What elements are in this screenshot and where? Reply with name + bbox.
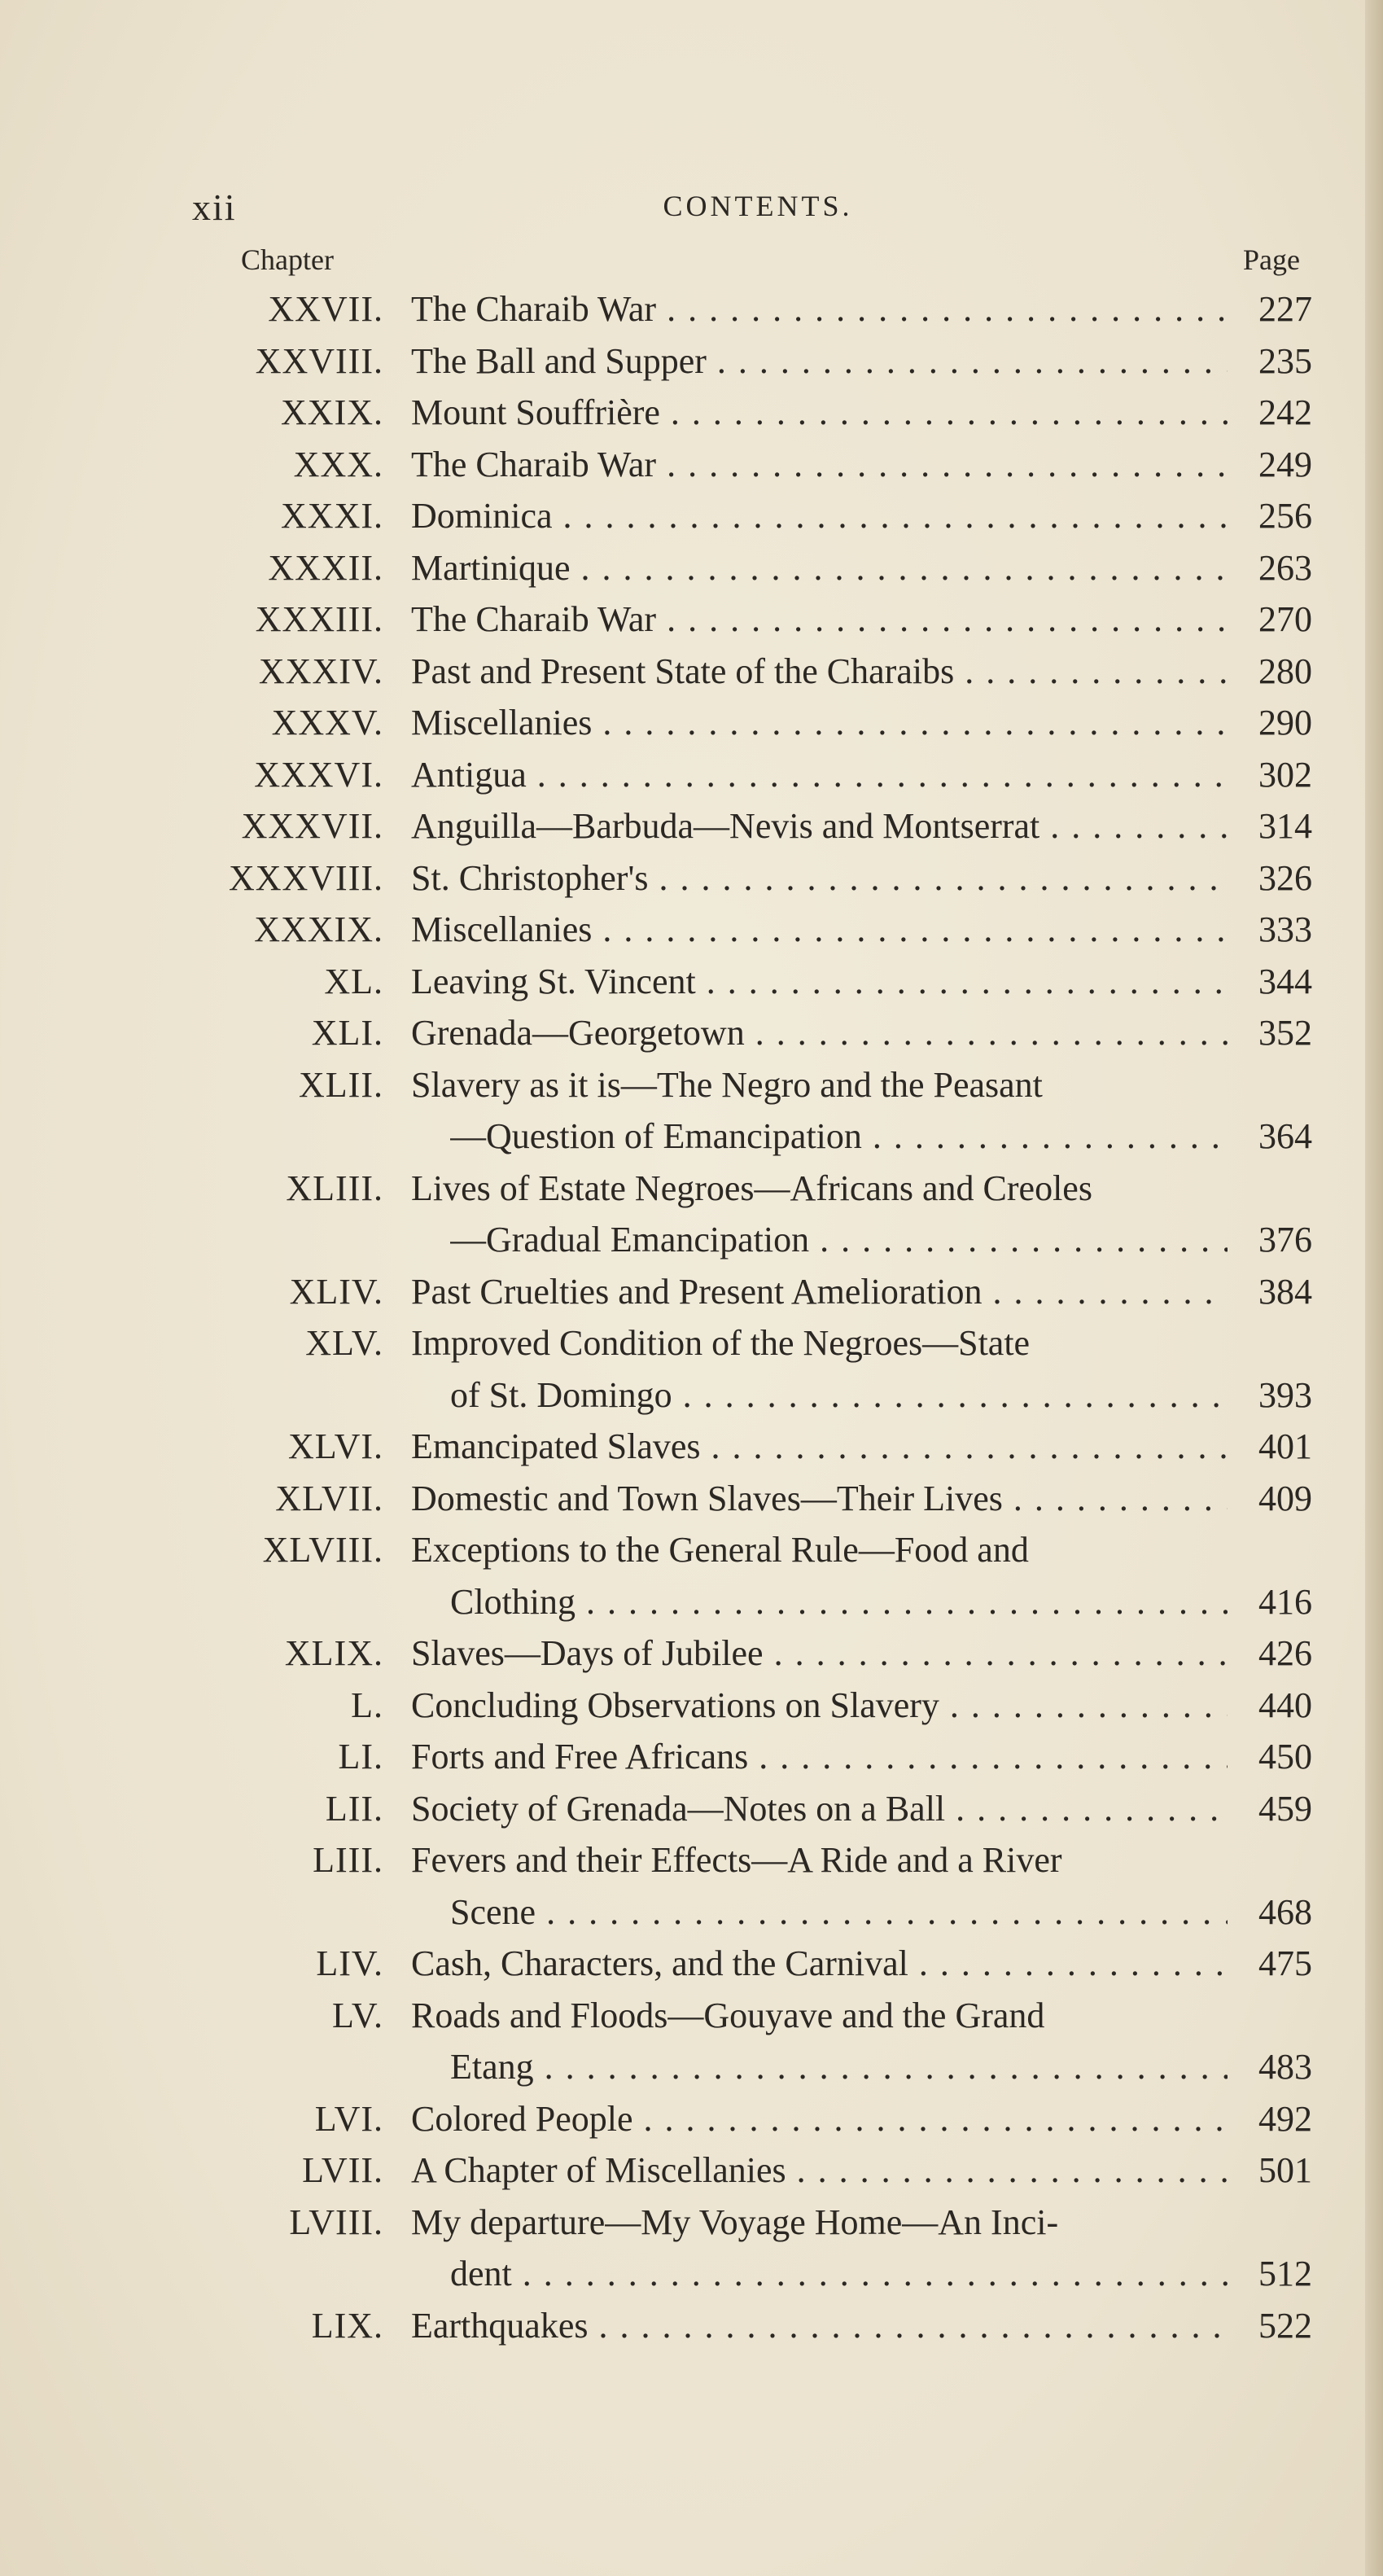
- chapter-number: XXVII.: [268, 289, 383, 329]
- chapter-title: Colored People . . .: [411, 2093, 1228, 2145]
- chapter-number: LVI.: [314, 2098, 383, 2139]
- page-reference: 326: [1258, 857, 1312, 898]
- chapter-title: Society of Grenada—Notes on a Ball . . .: [411, 1783, 1228, 1835]
- page-reference: 280: [1258, 651, 1312, 691]
- toc-entry: [0, 387, 1383, 439]
- chapter-number: XLIX.: [284, 1633, 383, 1673]
- chapter-title: The Charaib War . . .: [411, 283, 1228, 335]
- chapter-number: LIX.: [311, 2305, 383, 2346]
- chapter-title: The Charaib War . . .: [411, 439, 1228, 491]
- chapter-number: XLVII.: [275, 1478, 383, 1518]
- page-reference: 401: [1258, 1426, 1312, 1466]
- toc-entry: [0, 1163, 1383, 1266]
- chapter-number: XXXV.: [271, 703, 383, 743]
- running-head: [192, 186, 1324, 234]
- chapter-number: XXX.: [293, 444, 383, 484]
- toc-line: [0, 1938, 1383, 1990]
- chapter-number: XLII.: [299, 1064, 383, 1105]
- toc-entry: [0, 1834, 1383, 1938]
- toc-line: [0, 1524, 1383, 1576]
- toc-entry: [0, 542, 1383, 594]
- toc-line: [0, 1317, 1383, 1369]
- chapter-title: —Question of Emancipation . . .: [450, 1111, 1228, 1163]
- toc-entry: [0, 335, 1383, 388]
- page-reference: 256: [1258, 496, 1312, 536]
- chapter-title: Exceptions to the General Rule—Food and: [411, 1530, 1029, 1570]
- chapter-number: XLI.: [311, 1013, 383, 1053]
- toc-entry: [0, 749, 1383, 801]
- chapter-title: A Chapter of Miscellanies . . .: [411, 2144, 1228, 2197]
- chapter-title: Concluding Observations on Slavery . . .: [411, 1680, 1228, 1732]
- contents-list: [0, 283, 1383, 2351]
- toc-entry: [0, 1990, 1383, 2093]
- toc-line: [0, 1369, 1383, 1422]
- toc-line: [0, 1473, 1383, 1525]
- toc-line: [0, 1266, 1383, 1318]
- chapter-title: My departure—My Voyage Home—An Inci-: [411, 2201, 1059, 2242]
- toc-entry: [0, 283, 1383, 335]
- toc-line: [0, 2197, 1383, 2249]
- toc-line: [0, 594, 1383, 646]
- page-reference: 235: [1258, 340, 1312, 381]
- chapter-title: Past Cruelties and Present Amelioration . . .: [411, 1266, 1228, 1318]
- chapter-title: Lives of Estate Negroes—Africans and Creoles: [411, 1168, 1092, 1208]
- page-reference: 450: [1258, 1737, 1312, 1776]
- chapter-number: XLIV.: [289, 1271, 383, 1312]
- toc-line: [0, 2093, 1383, 2145]
- toc-line: [0, 2248, 1383, 2300]
- chapter-number: XXXI.: [281, 496, 383, 536]
- chapter-column-heading: Chapter: [241, 243, 334, 276]
- chapter-title: Antigua . . .: [411, 749, 1228, 801]
- chapter-title: Anguilla—Barbuda—Nevis and Montserrat . . .: [411, 800, 1228, 852]
- toc-entry: [0, 1473, 1383, 1525]
- page-reference: 364: [1258, 1116, 1312, 1156]
- chapter-number: XLIII.: [286, 1168, 383, 1208]
- page-reference: 270: [1258, 599, 1312, 639]
- page-reference: 426: [1258, 1633, 1312, 1673]
- toc-line: [0, 1834, 1383, 1886]
- toc-line: [0, 1576, 1383, 1628]
- chapter-title: Leaving St. Vincent . . .: [411, 956, 1228, 1008]
- chapter-title: The Charaib War . . .: [411, 594, 1228, 646]
- toc-entry: [0, 646, 1383, 698]
- toc-entry: [0, 904, 1383, 956]
- toc-line: [0, 852, 1383, 905]
- page-reference: 263: [1258, 547, 1312, 588]
- chapter-number: XL.: [324, 961, 383, 1001]
- toc-line: [0, 387, 1383, 439]
- page-column-heading: Page: [1243, 243, 1300, 276]
- toc-line: [0, 697, 1383, 749]
- page-reference: 384: [1258, 1271, 1312, 1312]
- chapter-title: The Ball and Supper . . .: [411, 335, 1228, 388]
- chapter-number: XXXVI.: [254, 754, 383, 795]
- chapter-title: Improved Condition of the Negroes—State: [411, 1323, 1031, 1363]
- chapter-title: Miscellanies . . .: [411, 904, 1228, 956]
- page-reference: 459: [1258, 1788, 1312, 1829]
- toc-line: [0, 1059, 1383, 1111]
- toc-entry: [0, 490, 1383, 542]
- toc-entry: [0, 1680, 1383, 1732]
- chapter-title: Slavery as it is—The Negro and the Peasant: [411, 1064, 1043, 1105]
- toc-line: [0, 1783, 1383, 1835]
- page-reference: 468: [1258, 1891, 1312, 1932]
- chapter-number: XXXII.: [268, 547, 383, 588]
- page-reference: 492: [1258, 2098, 1312, 2139]
- toc-line: [0, 439, 1383, 491]
- chapter-number: XXIX.: [281, 392, 383, 432]
- toc-entry: [0, 1421, 1383, 1473]
- chapter-title: St. Christopher's . . .: [411, 852, 1228, 905]
- toc-line: [0, 1421, 1383, 1473]
- toc-line: [0, 1214, 1383, 1266]
- chapter-title: Roads and Floods—Gouyave and the Grand: [411, 1995, 1045, 2035]
- page-reference: 302: [1258, 754, 1312, 795]
- page-reference: 314: [1258, 806, 1312, 846]
- toc-line: [0, 749, 1383, 801]
- toc-entry: [0, 1317, 1383, 1421]
- chapter-number: XLVIII.: [262, 1530, 383, 1570]
- toc-line: [0, 646, 1383, 698]
- chapter-title: Grenada—Georgetown . . .: [411, 1007, 1228, 1059]
- chapter-number: LVIII.: [289, 2201, 383, 2242]
- toc-entry: [0, 697, 1383, 749]
- toc-line: [0, 2300, 1383, 2352]
- chapter-title: Clothing . . .: [450, 1576, 1228, 1628]
- page-reference: 352: [1258, 1013, 1312, 1053]
- chapter-title: Cash, Characters, and the Carnival . . .: [411, 1938, 1228, 1990]
- page-reference: 242: [1258, 392, 1312, 432]
- toc-entry: [0, 956, 1383, 1008]
- toc-line: [0, 1680, 1383, 1732]
- chapter-number: LII.: [325, 1788, 383, 1829]
- chapter-title: Fevers and their Effects—A Ride and a River: [411, 1840, 1062, 1880]
- toc-entry: [0, 852, 1383, 905]
- page-reference: 249: [1258, 444, 1312, 484]
- toc-entry: [0, 1731, 1383, 1783]
- toc-line: [0, 800, 1383, 852]
- toc-entry: [0, 2197, 1383, 2300]
- toc-entry: [0, 1266, 1383, 1318]
- toc-line: [0, 542, 1383, 594]
- toc-line: [0, 1163, 1383, 1215]
- chapter-title: Martinique . . .: [411, 542, 1228, 594]
- page-reference: 475: [1258, 1943, 1312, 1983]
- chapter-number: LI.: [338, 1737, 383, 1776]
- chapter-number: LVII.: [302, 2150, 383, 2190]
- chapter-number: XXXIX.: [254, 909, 383, 949]
- chapter-title: Domestic and Town Slaves—Their Lives . . .: [411, 1473, 1228, 1525]
- toc-line: [0, 1886, 1383, 1939]
- chapter-number: XXVIII.: [255, 340, 383, 381]
- page-reference: 333: [1258, 909, 1312, 949]
- toc-line: [0, 490, 1383, 542]
- toc-entry: [0, 439, 1383, 491]
- page-reference: 501: [1258, 2150, 1312, 2190]
- chapter-title: Dominica . . .: [411, 490, 1228, 542]
- page-reference: 483: [1258, 2047, 1312, 2087]
- toc-line: [0, 283, 1383, 335]
- page-reference: 344: [1258, 961, 1312, 1001]
- toc-entry: [0, 800, 1383, 852]
- chapter-title: Slaves—Days of Jubilee . . .: [411, 1628, 1228, 1680]
- toc-line: [0, 1007, 1383, 1059]
- page-reference: 393: [1258, 1374, 1312, 1415]
- chapter-title: Past and Present State of the Charaibs . . .: [411, 646, 1228, 698]
- page-reference: 416: [1258, 1581, 1312, 1622]
- page-reference: 376: [1258, 1220, 1312, 1260]
- toc-line: [0, 1731, 1383, 1783]
- page-title: CONTENTS.: [663, 190, 853, 222]
- chapter-title: Earthquakes . . .: [411, 2300, 1228, 2352]
- chapter-number: LIV.: [316, 1943, 383, 1983]
- page-reference: 409: [1258, 1478, 1312, 1518]
- page-reference: 290: [1258, 703, 1312, 743]
- toc-line: [0, 1628, 1383, 1680]
- page-reference: 512: [1258, 2254, 1312, 2293]
- chapter-title: dent . . .: [450, 2248, 1228, 2300]
- chapter-number: XLV.: [305, 1323, 383, 1363]
- chapter-title: Mount Souffrière . . .: [411, 387, 1228, 439]
- chapter-number: LIII.: [313, 1840, 383, 1880]
- toc-entry: [0, 1007, 1383, 1059]
- toc-entry: [0, 2300, 1383, 2352]
- chapter-title: Miscellanies . . .: [411, 697, 1228, 749]
- toc-entry: [0, 1938, 1383, 1990]
- toc-line: [0, 335, 1383, 388]
- toc-entry: [0, 2093, 1383, 2145]
- toc-line: [0, 1990, 1383, 2042]
- toc-entry: [0, 1524, 1383, 1628]
- toc-line: [0, 1111, 1383, 1163]
- page-number: xii: [192, 186, 237, 228]
- chapter-title: Scene . . .: [450, 1886, 1228, 1939]
- toc-entry: [0, 2144, 1383, 2197]
- chapter-title: —Gradual Emancipation . . .: [450, 1214, 1228, 1266]
- page-reference: 227: [1258, 289, 1312, 329]
- chapter-number: XXXIV.: [258, 651, 383, 691]
- chapter-number: L.: [351, 1684, 383, 1725]
- toc-entry: [0, 1783, 1383, 1835]
- toc-line: [0, 956, 1383, 1008]
- toc-entry: [0, 594, 1383, 646]
- chapter-number: XXXVII.: [241, 806, 383, 846]
- chapter-title: Forts and Free Africans . . .: [411, 1731, 1228, 1783]
- toc-line: [0, 2041, 1383, 2093]
- page-reference: 440: [1258, 1684, 1312, 1725]
- chapter-title: of St. Domingo . . .: [450, 1369, 1228, 1422]
- chapter-number: LV.: [332, 1995, 383, 2035]
- chapter-number: XLVI.: [287, 1426, 383, 1466]
- chapter-number: XXXVIII.: [228, 857, 383, 898]
- toc-entry: [0, 1059, 1383, 1163]
- chapter-title: Emancipated Slaves . . .: [411, 1421, 1228, 1473]
- page-reference: 522: [1258, 2305, 1312, 2346]
- chapter-number: XXXIII.: [255, 599, 383, 639]
- chapter-title: Etang . . .: [450, 2041, 1228, 2093]
- toc-entry: [0, 1628, 1383, 1680]
- toc-line: [0, 904, 1383, 956]
- toc-line: [0, 2144, 1383, 2197]
